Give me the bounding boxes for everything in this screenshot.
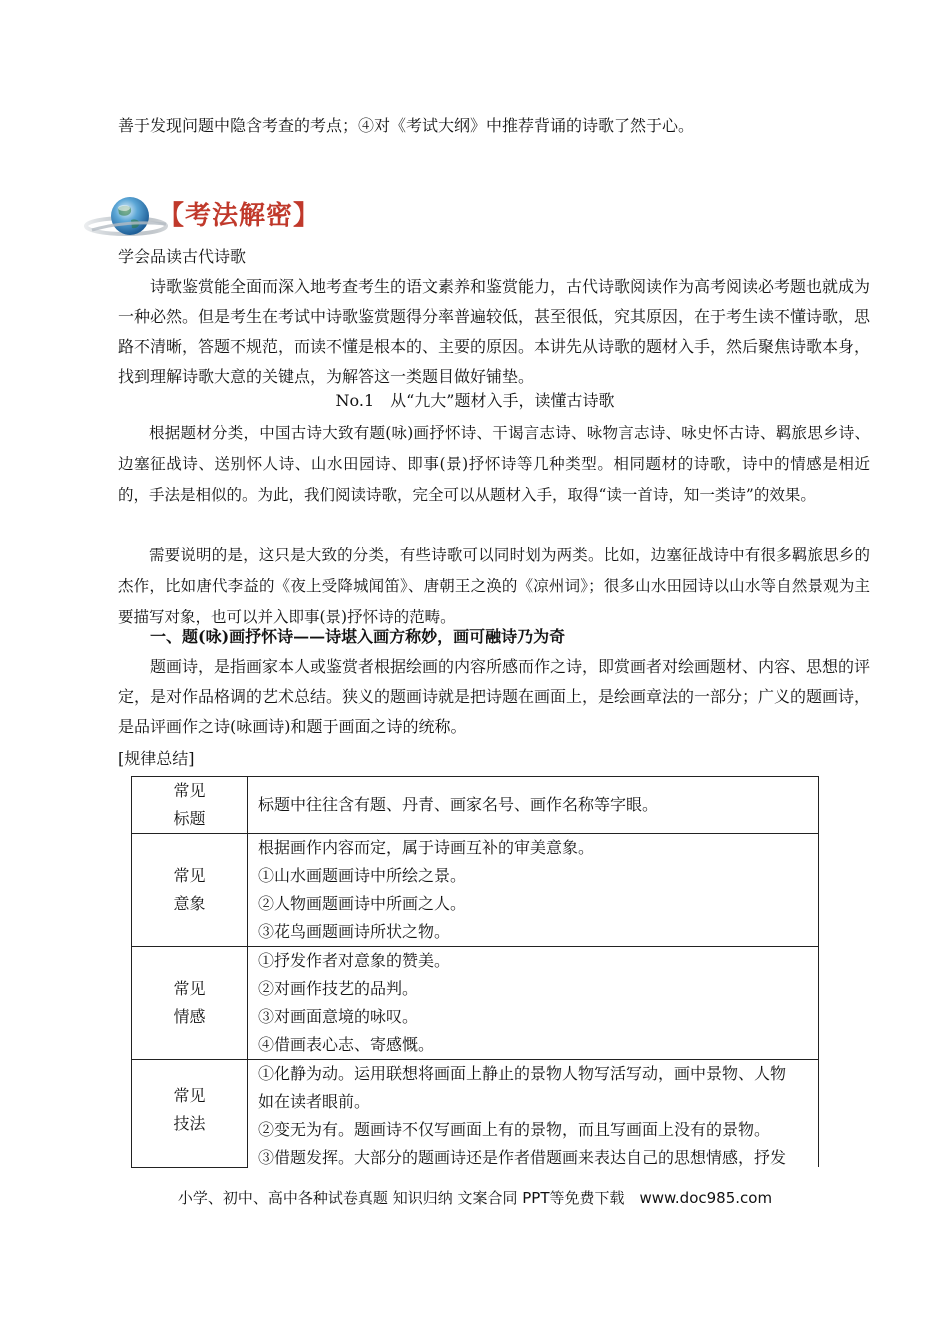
rules-table [131, 776, 819, 1168]
row-head: 常见 情感 [132, 947, 248, 1060]
intro-paragraph: 诗歌鉴赏能全面而深入地考查考生的语文素养和鉴赏能力，古代诗歌阅读作为高考阅读必考题也就成为一种必然。但是考生在考试中诗歌鉴赏题得分率普遍较低，甚至很低，究其原因，在于考生读不懂诗歌，思路不清晰，答题不规范，而读不懂是根本的、主要的原因。本讲先从诗歌的题材入手，然后聚焦诗歌本身，找到理解诗歌大意的关键点，为解答这一类题目做好铺垫。 [118, 277, 871, 386]
table-row [132, 947, 819, 1060]
row-body: ①抒发作者对意象的赞美。 ②对画作技艺的品判。 ③对画面意境的咏叹。 ④借画表心志、寄感慨。 [248, 947, 819, 1060]
section-title: 学会品读古代诗歌 [118, 247, 247, 266]
footer-text: 小学、初中、高中各种试卷真题 知识归纳 文案合同 PPT等免费下载 www.doc985.com [177, 1189, 773, 1207]
table-row [132, 777, 819, 834]
row-body: ①化静为动。运用联想将画面上静止的景物人物写活写动，画中景物、人物 如在读者眼前。 ②变无为有。题画诗不仅写画面上有的景物，而且写画面上没有的景物。 ③借题发挥。大部分的题画诗还是作者借题画来表达自己的思想情感，抒发 [248, 1060, 819, 1168]
no1-heading: No.1 从“九大”题材入手，读懂古诗歌 [335, 391, 615, 410]
paragraph-note: 需要说明的是，这只是大致的分类，有些诗歌可以同时划为两类。比如，边塞征战诗中有很多羁旅思乡的杰作，比如唐代李益的《夜上受降城闻笛》、唐朝王之涣的《凉州词》；很多山水田园诗以山水等自然景观为主要描写对象，也可以并入即事(景)抒怀诗的范畴。 [118, 546, 870, 626]
top-line: 善于发现问题中隐含考查的考点；④对《考试大纲》中推荐背诵的诗歌了然于心。 [118, 116, 695, 135]
subheading-tihua: 一、题(咏)画抒怀诗——诗堪入画方称妙，画可融诗乃为奇 [150, 627, 566, 646]
paragraph-categories: 根据题材分类，中国古诗大致有题(咏)画抒怀诗、干谒言志诗、咏物言志诗、咏史怀古诗、羁旅思乡诗、边塞征战诗、送别怀人诗、山水田园诗、即事(景)抒怀诗等几种类型。相同题材的诗歌，诗中的情感是相近的，手法是相似的。为此，我们阅读诗歌，完全可以从题材入手，取得“读一首诗，知一类诗”的效果。 [118, 424, 870, 504]
row-head: 常见 技法 [132, 1060, 248, 1168]
paragraph-tihua-definition: 题画诗，是指画家本人或鉴赏者根据绘画的内容所感而作之诗，即赏画者对绘画题材、内容、思想的评定，是对作品格调的艺术总结。狭义的题画诗就是把诗题在画面上，是绘画章法的一部分；广义的题画诗，是品评画作之诗(咏画诗)和题于画面之诗的统称。 [118, 657, 871, 736]
row-head: 常见 标题 [132, 777, 248, 834]
row-body: 标题中往往含有题、丹青、画家名号、画作名称等字眼。 [248, 777, 819, 834]
banner-title: 【考法解密】 [158, 201, 321, 231]
table-row [132, 1060, 819, 1168]
rules-label: [规律总结] [118, 749, 195, 768]
section-banner [84, 192, 344, 242]
row-head: 常见 意象 [132, 834, 248, 947]
table-row [132, 834, 819, 947]
row-body: 根据画作内容而定，属于诗画互补的审美意象。 ①山水画题画诗中所绘之景。 ②人物画题画诗中所画之人。 ③花鸟画题画诗所状之物。 [248, 834, 819, 947]
